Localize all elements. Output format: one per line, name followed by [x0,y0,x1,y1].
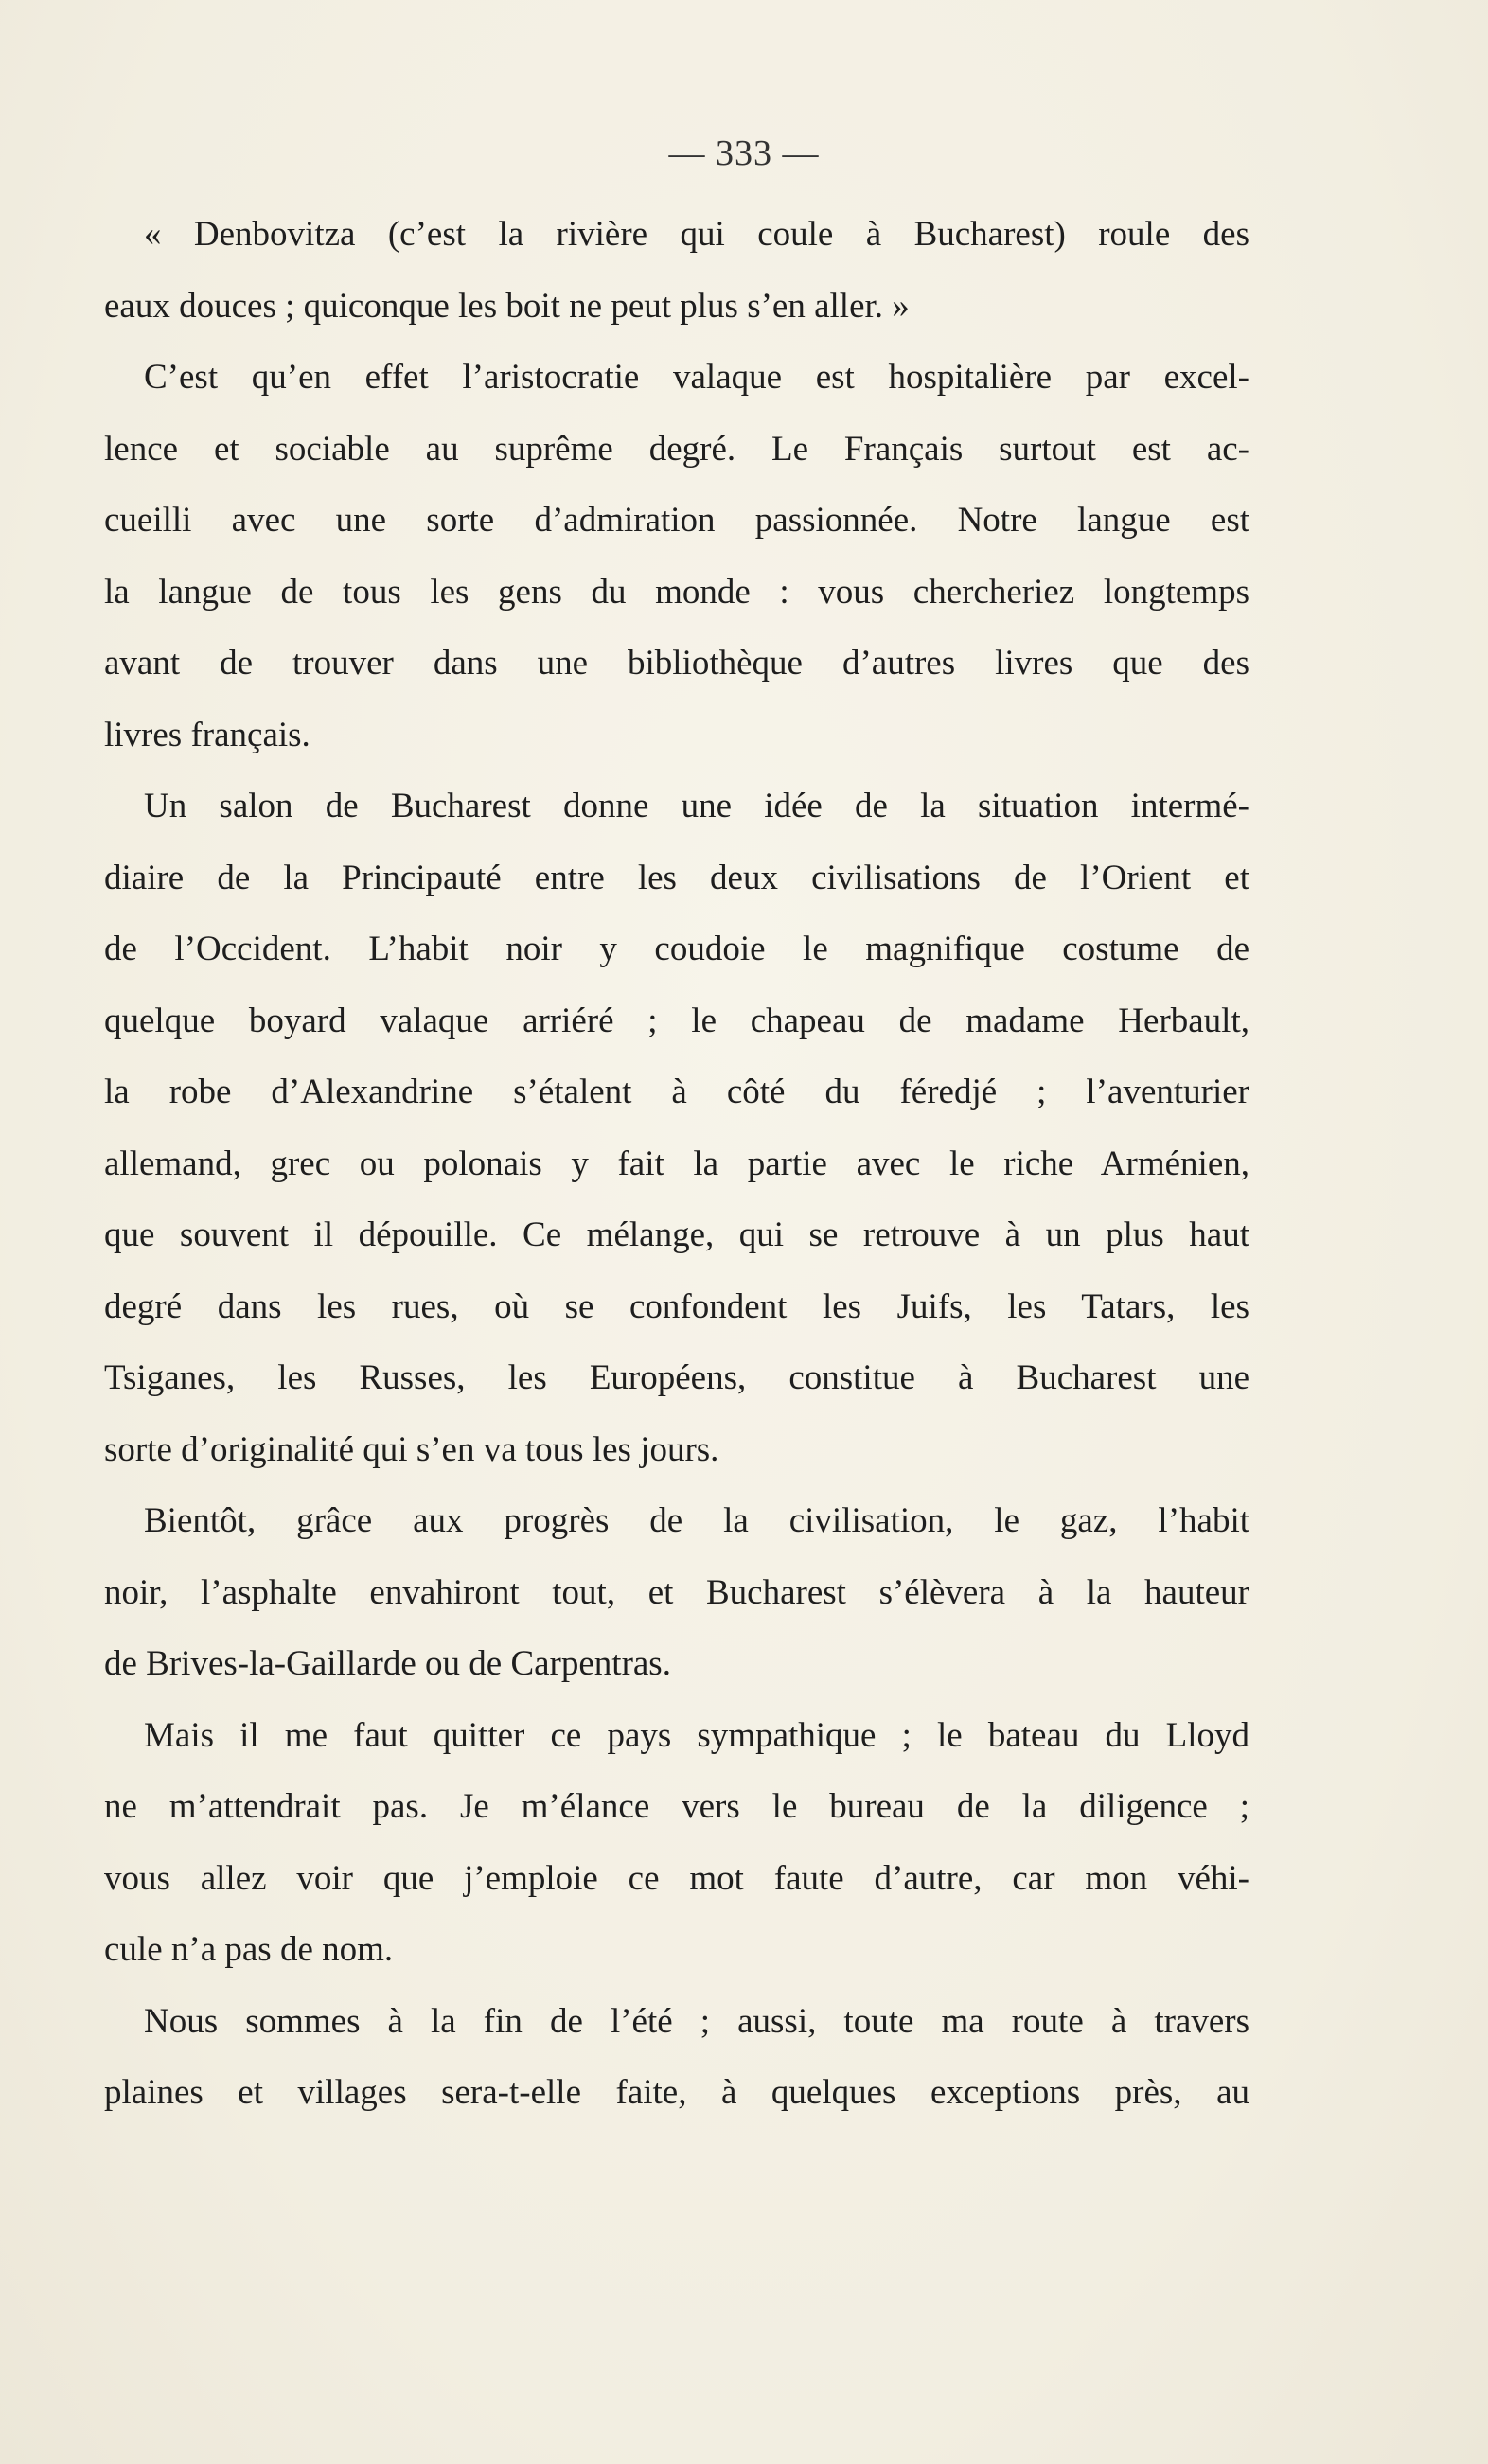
text-line: sorte d’originalité qui s’en va tous les jours. [104,1429,719,1469]
text-line: Bientôt, grâce aux progrès de la civilisation, le gaz, l’habit [144,1501,1249,1540]
text-line: allemand, grec ou polonais y fait la partie avec le riche Arménien, [104,1143,1249,1183]
text-line: quelque boyard valaque arriéré ; le chapeau de madame Herbault, [104,1001,1249,1040]
text-line: Tsiganes, les Russes, les Européens, constitue à Bucharest une [104,1358,1249,1397]
text-line: lence et sociable au suprême degré. Le Français surtout est ac- [104,429,1249,469]
text-line: vous allez voir que j’emploie ce mot faute d’autre, car mon véhi- [104,1858,1249,1898]
text-line: ne m’attendrait pas. Je m’élance vers le bureau de la diligence ; [104,1787,1249,1826]
text-line: que souvent il dépouille. Ce mélange, qui se retrouve à un plus haut [104,1215,1249,1254]
text-line: Nous sommes à la fin de l’été ; aussi, toute ma route à travers [144,2001,1249,2041]
text-line: « Denbovitza (c’est la rivière qui coule à Bucharest) roule des [144,215,1249,254]
body-text [104,199,1249,2129]
text-line: Mais il me faut quitter ce pays sympathique ; le bateau du Lloyd [144,1715,1249,1755]
text-line: cule n’a pas de nom. [104,1930,394,1969]
text-line: la robe d’Alexandrine s’étalent à côté du féredjé ; l’aventurier [104,1072,1249,1111]
text-line: Un salon de Bucharest donne une idée de la situation intermé- [144,787,1249,825]
text-line: eaux douces ; quiconque les boit ne peut plus s’en aller. » [104,286,910,326]
text-line: de l’Occident. L’habit noir y coudoie le magnifique costume de [104,930,1249,968]
text-line: noir, l’asphalte envahiront tout, et Bucharest s’élèvera à la hauteur [104,1572,1249,1612]
text-line: de Brives-la-Gaillarde ou de Carpentras. [104,1644,671,1683]
text-line: degré dans les rues, où se confondent les Juifs, les Tatars, les [104,1286,1249,1326]
text-line: C’est qu’en effet l’aristocratie valaque est hospitalière par excel- [144,358,1249,397]
text-line: cueilli avec une sorte d’admiration passionnée. Notre langue est [104,501,1249,540]
text-line: diaire de la Principauté entre les deux civilisations de l’Orient et [104,858,1249,897]
text-line: livres français. [104,715,310,754]
text-line: avant de trouver dans une bibliothèque d’autres livres que des [104,644,1249,682]
text-line: plaines et villages sera-t-elle faite, à quelques exceptions près, au [104,2073,1249,2112]
page-number: — 333 — [668,133,820,173]
text-line: la langue de tous les gens du monde : vous chercheriez longtemps [104,572,1249,612]
